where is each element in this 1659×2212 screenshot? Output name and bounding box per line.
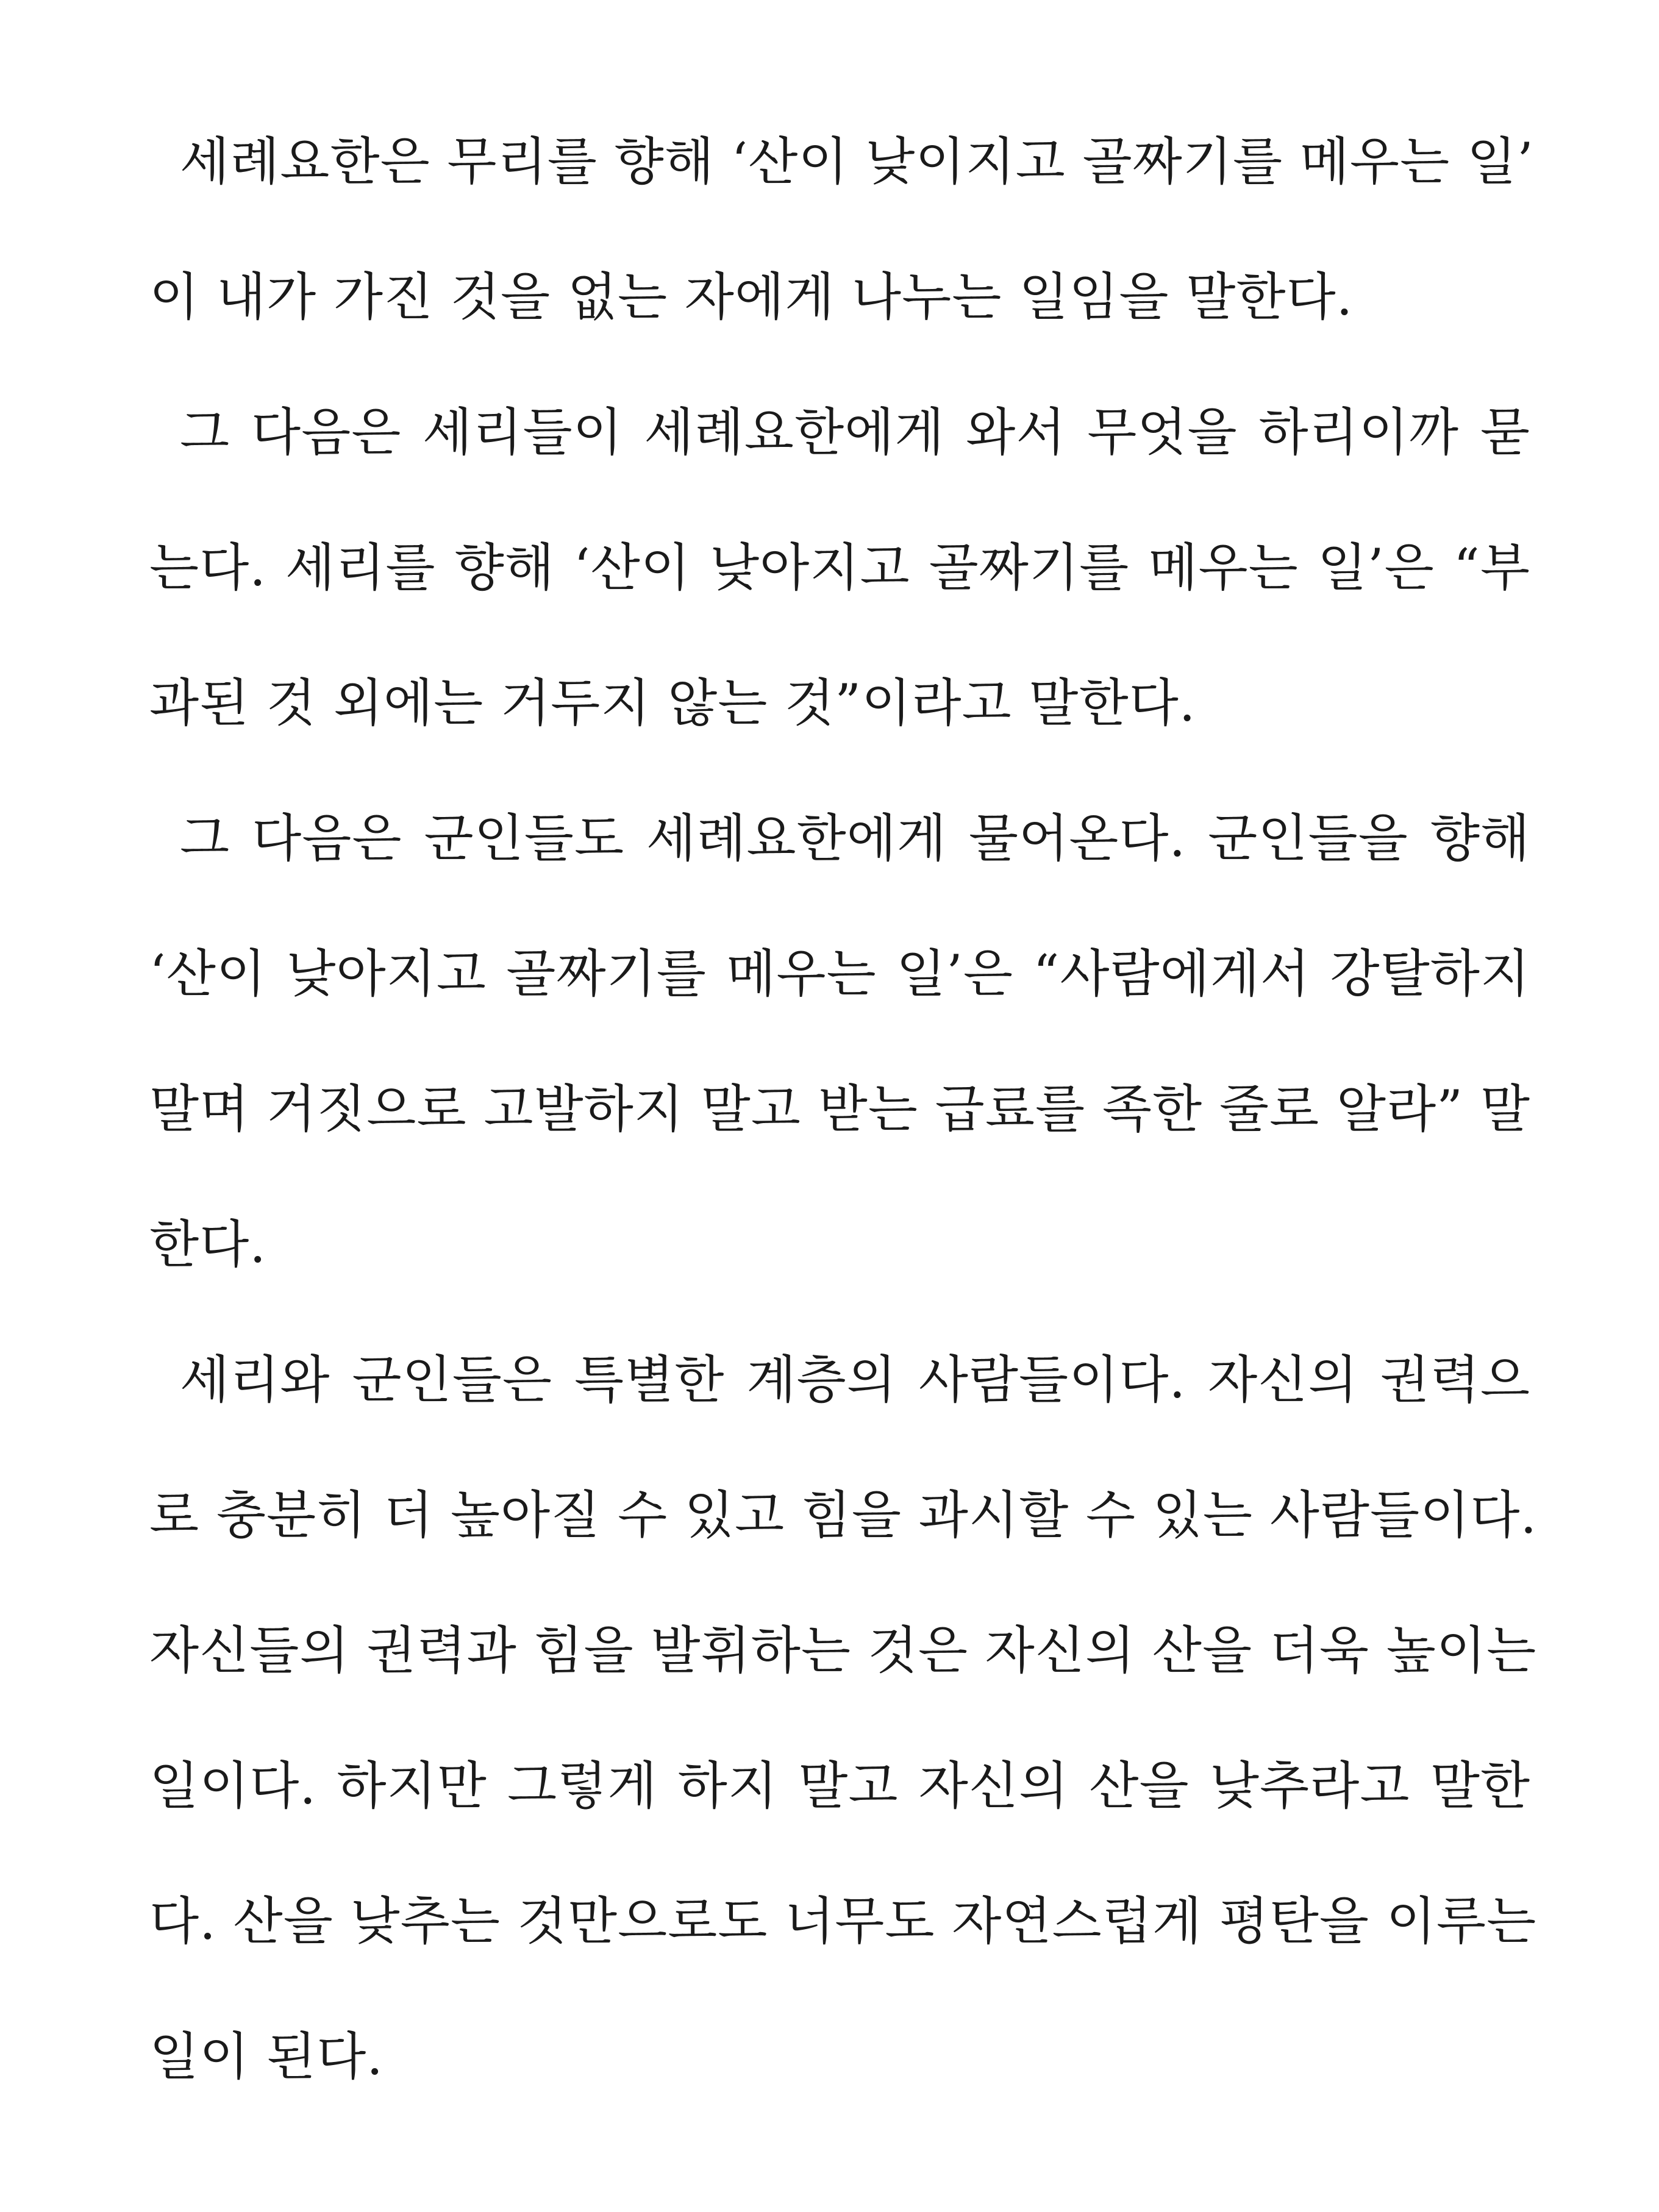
text-line: 자신들의 권력과 힘을 발휘하는 것은 자신의 산을 더욱 높이는 xyxy=(149,1621,1537,1680)
text-line: 한다. xyxy=(149,1215,266,1274)
text-line: 다. 산을 낮추는 것만으로도 너무도 자연스럽게 평탄을 이루는 xyxy=(149,1891,1537,1951)
text-line: 는다. 세리를 향해 ‘산이 낮아지고 골짜기를 메우는 일’은 “부 xyxy=(149,538,1530,598)
text-line: 그 다음은 세리들이 세례요한에게 와서 무엇을 하리이까 묻 xyxy=(180,402,1530,462)
text-line: 그 다음은 군인들도 세례요한에게 물어온다. 군인들을 향해 xyxy=(180,808,1530,868)
text-line: 말며 거짓으로 고발하지 말고 받는 급료를 족한 줄로 알라” 말 xyxy=(149,1079,1530,1139)
text-line: 세례요한은 무리를 향해 ‘산이 낮이지고 골짜기를 메우는 일’ xyxy=(180,132,1534,191)
text-line: ‘산이 낮아지고 골짜기를 메우는 일’은 “사람에게서 강탈하지 xyxy=(149,944,1530,1004)
text-line: 일이다. 하지만 그렇게 하지 말고 자신의 산을 낮추라고 말한 xyxy=(149,1756,1530,1816)
text-line: 세리와 군인들은 특별한 계층의 사람들이다. 자신의 권력으 xyxy=(180,1350,1530,1410)
text-line: 일이 된다. xyxy=(149,2027,384,2086)
text-line: 이 내가 가진 것을 없는 자에게 나누는 일임을 말한다. xyxy=(149,267,1354,327)
body-text xyxy=(149,122,1538,2134)
text-line: 과된 것 외에는 거두지 않는 것”이라고 말한다. xyxy=(149,673,1196,733)
text-line: 로 충분히 더 높아질 수 있고 힘을 과시할 수 있는 사람들이다. xyxy=(149,1485,1538,1545)
